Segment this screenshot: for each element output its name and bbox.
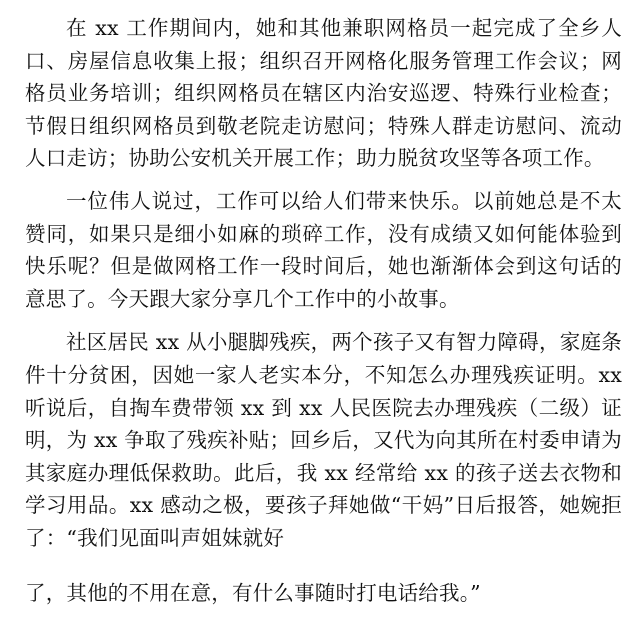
- paragraph-work-duties: 在 xx 工作期间内，她和其他兼职网格员一起完成了全乡人口、房屋信息收集上报；组织召开网格化服务管理工作会议；网格员业务培训；组织网格员在辖区内治安巡逻、特殊行业检查；节假日组织网格员到敬老院走访慰问；特殊人群走访慰问、流动人口走访；协助公安机关开展工作；助力脱贫攻坚等各项工作。: [25, 16, 622, 171]
- paragraph-resident-story: 社区居民 xx 从小腿脚残疾，两个孩子又有智力障碍，家庭条件十分贫困，因她一家人老实本分，不知怎么办理残疾证明。xx 听说后，自掏车费带领 xx 到 xx 人民医院去办理残疾（二级）证明，为 xx 争取了残疾补贴；回乡后，又代为向其所在村委申请为其家庭办理低保救助。此后，我 xx 经常给 xx 的孩子送去衣物和学习用品。xx 感动之极，要孩子拜她做“干妈”日后报答，她婉拒了：“我们见面叫声姐妹就好: [25, 330, 622, 550]
- paragraph-work-happiness: 一位伟人说过，工作可以给人们带来快乐。以前她总是不太赞同，如果只是细小如麻的琐碎工作，没有成绩又如何能体验到快乐呢？但是做网格工作一段时间后，她也渐渐体会到这句话的意思了。今天跟大家分享几个工作中的小故事。: [25, 188, 622, 311]
- paragraph-continuation: 了，其他的不用在意，有什么事随时打电话给我。”: [25, 580, 481, 605]
